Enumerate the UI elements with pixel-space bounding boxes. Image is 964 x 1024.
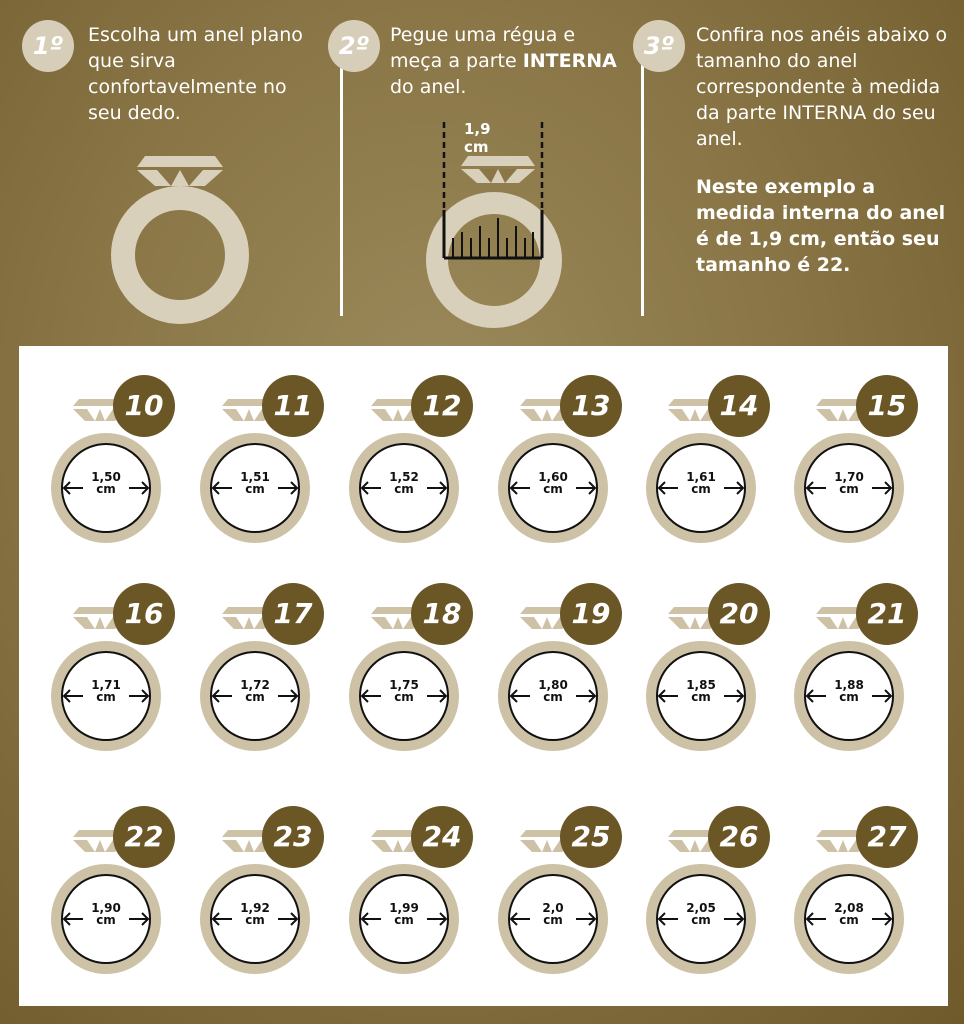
ring-measure bbox=[674, 902, 728, 926]
divider-line bbox=[340, 60, 343, 316]
ring-measure bbox=[822, 471, 876, 495]
ring-size-11 bbox=[192, 375, 352, 565]
ring-measure-value: 1,60 bbox=[538, 470, 568, 484]
ring-measure bbox=[526, 471, 580, 495]
ring-size-badge: 20 bbox=[708, 583, 770, 645]
ring-measure-value: 1,70 bbox=[834, 470, 864, 484]
ring-measure-value: 1,85 bbox=[686, 678, 716, 692]
ring-size-badge: 11 bbox=[262, 375, 324, 437]
ring-measure bbox=[377, 471, 431, 495]
step-1-number: 1º bbox=[22, 20, 74, 72]
ring-size-20 bbox=[638, 583, 798, 773]
ring-measure-unit: cm bbox=[839, 482, 859, 496]
ring-measure-unit: cm bbox=[394, 482, 414, 496]
ring-size-10 bbox=[43, 375, 203, 565]
ring-size-14 bbox=[638, 375, 798, 565]
ring-measure-unit: cm bbox=[691, 690, 711, 704]
ring-measure bbox=[228, 902, 282, 926]
ring-size-badge: 21 bbox=[856, 583, 918, 645]
ring-measure bbox=[79, 902, 133, 926]
ring-size-badge: 23 bbox=[262, 806, 324, 868]
ring-measure-value: 1,52 bbox=[389, 470, 419, 484]
ring-measure bbox=[822, 902, 876, 926]
ring-measure-value: 1,75 bbox=[389, 678, 419, 692]
ring-measure-unit: cm bbox=[394, 913, 414, 927]
ring-measure bbox=[674, 679, 728, 703]
ring-size-19 bbox=[490, 583, 650, 773]
ring-size-17 bbox=[192, 583, 352, 773]
ring-measure-value: 1,72 bbox=[240, 678, 270, 692]
ring-measure-unit: cm bbox=[691, 913, 711, 927]
ring-measure-unit: cm bbox=[245, 913, 265, 927]
ring-measure-unit: cm bbox=[543, 482, 563, 496]
ring-measure bbox=[228, 471, 282, 495]
ring-measure-value: 1,71 bbox=[91, 678, 121, 692]
ring-measure bbox=[674, 471, 728, 495]
ring-size-badge: 26 bbox=[708, 806, 770, 868]
ring-measure-value: 1,90 bbox=[91, 901, 121, 915]
step-3-text bbox=[696, 22, 958, 278]
step-2-number: 2º bbox=[328, 20, 380, 72]
step-1-text: Escolha um anel plano que sirva confortavelmente no seu dedo. bbox=[88, 24, 303, 124]
ruler-measure-label: 1,9 cm bbox=[464, 120, 491, 156]
ring-measure-value: 1,80 bbox=[538, 678, 568, 692]
step-3-instruction: Confira nos anéis abaixo o tamanho do anel correspondente à medida da parte INTERNA do seu anel. bbox=[696, 24, 948, 150]
step-3-number: 3º bbox=[633, 20, 685, 72]
ring-size-25 bbox=[490, 806, 650, 996]
ring-size-badge: 12 bbox=[411, 375, 473, 437]
ring-measure bbox=[79, 471, 133, 495]
ring-size-badge: 17 bbox=[262, 583, 324, 645]
ring-measure-value: 2,0 bbox=[542, 901, 564, 915]
ring-size-16 bbox=[43, 583, 203, 773]
ring-size-23 bbox=[192, 806, 352, 996]
ring-measure-value: 1,51 bbox=[240, 470, 270, 484]
ring-size-badge: 10 bbox=[113, 375, 175, 437]
ring-measure-unit: cm bbox=[543, 690, 563, 704]
divider-line bbox=[641, 60, 644, 316]
ring-measure bbox=[79, 679, 133, 703]
step-2-text: Pegue uma régua e meça a parte INTERNA do anel. bbox=[390, 24, 617, 98]
ring-measure-unit: cm bbox=[839, 913, 859, 927]
ring-size-badge: 24 bbox=[411, 806, 473, 868]
ring-size-badge: 25 bbox=[560, 806, 622, 868]
ring-measure-unit: cm bbox=[245, 690, 265, 704]
ring-measure bbox=[526, 902, 580, 926]
ring-size-badge: 16 bbox=[113, 583, 175, 645]
ring-measure-unit: cm bbox=[839, 690, 859, 704]
ring-icon bbox=[105, 150, 255, 330]
ring-measure-unit: cm bbox=[245, 482, 265, 496]
ring-size-badge: 15 bbox=[856, 375, 918, 437]
ring-measure bbox=[377, 679, 431, 703]
step-3-example: Neste exemplo a medida interna do anel é de 1,9 cm, então seu tamanho é 22. bbox=[696, 176, 946, 276]
ring-measure bbox=[822, 679, 876, 703]
ring-measure-unit: cm bbox=[691, 482, 711, 496]
ring-measure-unit: cm bbox=[96, 690, 116, 704]
ring-measure-unit: cm bbox=[394, 690, 414, 704]
ring-size-18 bbox=[341, 583, 501, 773]
ring-measure-value: 2,08 bbox=[834, 901, 864, 915]
ring-measure-value: 1,99 bbox=[389, 901, 419, 915]
ring-size-22 bbox=[43, 806, 203, 996]
ring-size-15 bbox=[786, 375, 946, 565]
ring-size-badge: 19 bbox=[560, 583, 622, 645]
ring-size-13 bbox=[490, 375, 650, 565]
ring-size-badge: 14 bbox=[708, 375, 770, 437]
ring-measure-value: 2,05 bbox=[686, 901, 716, 915]
ring-measure bbox=[377, 902, 431, 926]
ring-size-24 bbox=[341, 806, 501, 996]
ring-size-badge: 27 bbox=[856, 806, 918, 868]
ring-measure-value: 1,50 bbox=[91, 470, 121, 484]
ring-size-27 bbox=[786, 806, 946, 996]
ring-size-26 bbox=[638, 806, 798, 996]
ring-measure-unit: cm bbox=[96, 913, 116, 927]
ring-measure-value: 1,88 bbox=[834, 678, 864, 692]
ring-measure-value: 1,61 bbox=[686, 470, 716, 484]
ring-measure bbox=[526, 679, 580, 703]
ring-size-badge: 22 bbox=[113, 806, 175, 868]
ring-measure-value: 1,92 bbox=[240, 901, 270, 915]
ring-measure-unit: cm bbox=[96, 482, 116, 496]
ring-size-badge: 18 bbox=[411, 583, 473, 645]
ring-size-12 bbox=[341, 375, 501, 565]
ring-measure bbox=[228, 679, 282, 703]
ring-measure-unit: cm bbox=[543, 913, 563, 927]
ring-ruler-icon bbox=[420, 118, 570, 330]
ring-size-21 bbox=[786, 583, 946, 773]
ring-size-badge: 13 bbox=[560, 375, 622, 437]
